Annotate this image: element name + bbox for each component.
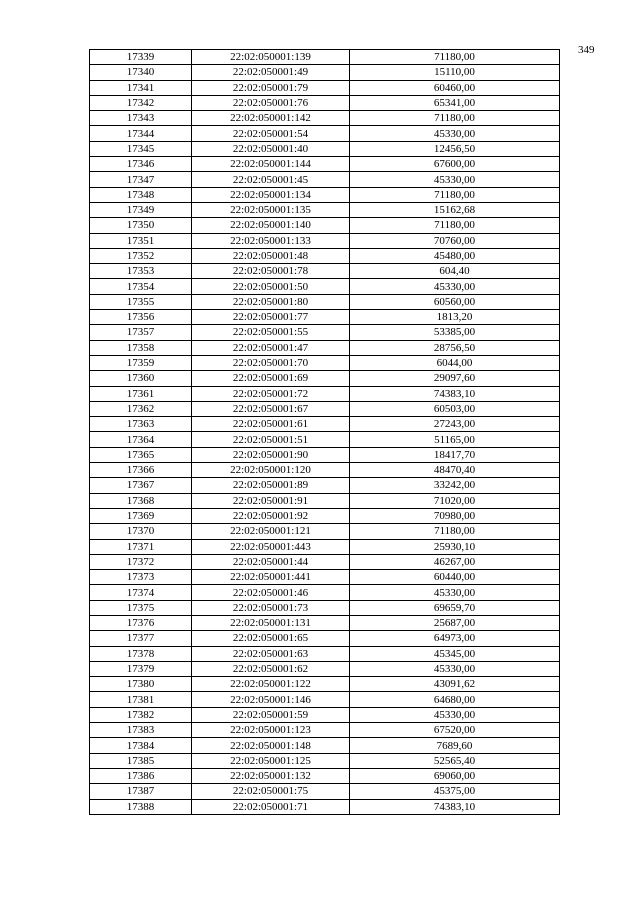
value-cell: 60503,00 [350,401,560,416]
table-row [90,325,560,340]
table-row [90,371,560,386]
cadastral-number-cell: 22:02:050001:75 [192,784,350,799]
row-number-cell: 17352 [90,248,192,263]
cadastral-number-cell: 22:02:050001:72 [192,386,350,401]
value-cell: 69659,70 [350,600,560,615]
cadastral-number-cell: 22:02:050001:134 [192,187,350,202]
row-number-cell: 17364 [90,432,192,447]
row-number-cell: 17347 [90,172,192,187]
row-number-cell: 17366 [90,463,192,478]
row-number-cell: 17369 [90,508,192,523]
table-row [90,80,560,95]
value-cell: 74383,10 [350,386,560,401]
row-number-cell: 17373 [90,570,192,585]
table-row [90,202,560,217]
value-cell: 64973,00 [350,631,560,646]
table-row [90,554,560,569]
cadastral-number-cell: 22:02:050001:90 [192,447,350,462]
table-row [90,279,560,294]
value-cell: 60440,00 [350,570,560,585]
value-cell: 48470,40 [350,463,560,478]
table-row [90,111,560,126]
table-row [90,646,560,661]
cadastral-number-cell: 22:02:050001:121 [192,524,350,539]
cadastral-number-cell: 22:02:050001:441 [192,570,350,585]
row-number-cell: 17377 [90,631,192,646]
cadastral-number-cell: 22:02:050001:70 [192,355,350,370]
table-row [90,187,560,202]
value-cell: 71180,00 [350,50,560,65]
cadastral-number-cell: 22:02:050001:135 [192,202,350,217]
value-cell: 45375,00 [350,784,560,799]
cadastral-number-cell: 22:02:050001:77 [192,310,350,325]
cadastral-number-cell: 22:02:050001:120 [192,463,350,478]
row-number-cell: 17381 [90,692,192,707]
value-cell: 604,40 [350,264,560,279]
row-number-cell: 17360 [90,371,192,386]
table-row [90,493,560,508]
value-cell: 60460,00 [350,80,560,95]
value-cell: 67520,00 [350,723,560,738]
page-number: 349 [578,44,595,56]
cadastral-number-cell: 22:02:050001:80 [192,294,350,309]
row-number-cell: 17384 [90,738,192,753]
cadastral-number-cell: 22:02:050001:78 [192,264,350,279]
table-row [90,723,560,738]
row-number-cell: 17386 [90,768,192,783]
value-cell: 27243,00 [350,417,560,432]
table-row [90,615,560,630]
cadastral-number-cell: 22:02:050001:50 [192,279,350,294]
value-cell: 67600,00 [350,157,560,172]
cadastral-number-cell: 22:02:050001:69 [192,371,350,386]
cadastral-number-cell: 22:02:050001:54 [192,126,350,141]
row-number-cell: 17382 [90,707,192,722]
table-row [90,784,560,799]
row-number-cell: 17379 [90,661,192,676]
row-number-cell: 17372 [90,554,192,569]
row-number-cell: 17388 [90,799,192,814]
cadastral-number-cell: 22:02:050001:89 [192,478,350,493]
cadastral-number-cell: 22:02:050001:131 [192,615,350,630]
row-number-cell: 17342 [90,95,192,110]
table-row [90,248,560,263]
value-cell: 45330,00 [350,585,560,600]
value-cell: 52565,40 [350,753,560,768]
cadastral-number-cell: 22:02:050001:443 [192,539,350,554]
value-cell: 43091,62 [350,677,560,692]
table-row [90,570,560,585]
cadastral-number-cell: 22:02:050001:46 [192,585,350,600]
table-row [90,585,560,600]
value-cell: 51165,00 [350,432,560,447]
table-row [90,600,560,615]
row-number-cell: 17343 [90,111,192,126]
row-number-cell: 17380 [90,677,192,692]
value-cell: 60560,00 [350,294,560,309]
value-cell: 45480,00 [350,248,560,263]
row-number-cell: 17344 [90,126,192,141]
table-row [90,524,560,539]
row-number-cell: 17374 [90,585,192,600]
row-number-cell: 17376 [90,615,192,630]
value-cell: 15110,00 [350,65,560,80]
cadastral-number-cell: 22:02:050001:133 [192,233,350,248]
table-row [90,432,560,447]
row-number-cell: 17362 [90,401,192,416]
table-row [90,95,560,110]
table-row [90,386,560,401]
table-row [90,401,560,416]
row-number-cell: 17375 [90,600,192,615]
table-row [90,707,560,722]
cadastral-number-cell: 22:02:050001:49 [192,65,350,80]
cadastral-number-cell: 22:02:050001:61 [192,417,350,432]
value-cell: 64680,00 [350,692,560,707]
row-number-cell: 17353 [90,264,192,279]
row-number-cell: 17339 [90,50,192,65]
table-row [90,447,560,462]
row-number-cell: 17357 [90,325,192,340]
cadastral-number-cell: 22:02:050001:55 [192,325,350,340]
table-row [90,677,560,692]
table-row [90,141,560,156]
row-number-cell: 17356 [90,310,192,325]
value-cell: 71180,00 [350,111,560,126]
value-cell: 45330,00 [350,126,560,141]
table-row [90,508,560,523]
registry-table [89,49,560,815]
value-cell: 12456,50 [350,141,560,156]
value-cell: 28756,50 [350,340,560,355]
row-number-cell: 17355 [90,294,192,309]
cadastral-number-cell: 22:02:050001:79 [192,80,350,95]
table-row [90,661,560,676]
table-row [90,768,560,783]
cadastral-number-cell: 22:02:050001:47 [192,340,350,355]
cadastral-number-cell: 22:02:050001:62 [192,661,350,676]
cadastral-number-cell: 22:02:050001:123 [192,723,350,738]
row-number-cell: 17354 [90,279,192,294]
cadastral-number-cell: 22:02:050001:92 [192,508,350,523]
registry-table-body [90,50,560,815]
table-row [90,310,560,325]
cadastral-number-cell: 22:02:050001:67 [192,401,350,416]
value-cell: 45330,00 [350,661,560,676]
value-cell: 1813,20 [350,310,560,325]
row-number-cell: 17358 [90,340,192,355]
cadastral-number-cell: 22:02:050001:48 [192,248,350,263]
cadastral-number-cell: 22:02:050001:148 [192,738,350,753]
value-cell: 69060,00 [350,768,560,783]
row-number-cell: 17383 [90,723,192,738]
value-cell: 25687,00 [350,615,560,630]
cadastral-number-cell: 22:02:050001:140 [192,218,350,233]
table-row [90,417,560,432]
table-row [90,294,560,309]
table-row [90,50,560,65]
row-number-cell: 17371 [90,539,192,554]
table-row [90,264,560,279]
row-number-cell: 17340 [90,65,192,80]
value-cell: 33242,00 [350,478,560,493]
value-cell: 45330,00 [350,279,560,294]
table-row [90,340,560,355]
row-number-cell: 17346 [90,157,192,172]
cadastral-number-cell: 22:02:050001:73 [192,600,350,615]
value-cell: 70760,00 [350,233,560,248]
table-row [90,631,560,646]
value-cell: 74383,10 [350,799,560,814]
table-row [90,172,560,187]
value-cell: 7689,60 [350,738,560,753]
cadastral-number-cell: 22:02:050001:59 [192,707,350,722]
row-number-cell: 17368 [90,493,192,508]
row-number-cell: 17370 [90,524,192,539]
row-number-cell: 17363 [90,417,192,432]
row-number-cell: 17351 [90,233,192,248]
table-row [90,478,560,493]
cadastral-number-cell: 22:02:050001:45 [192,172,350,187]
cadastral-number-cell: 22:02:050001:63 [192,646,350,661]
value-cell: 53385,00 [350,325,560,340]
value-cell: 46267,00 [350,554,560,569]
row-number-cell: 17349 [90,202,192,217]
row-number-cell: 17367 [90,478,192,493]
row-number-cell: 17359 [90,355,192,370]
table-row [90,799,560,814]
table-row [90,126,560,141]
row-number-cell: 17345 [90,141,192,156]
cadastral-number-cell: 22:02:050001:142 [192,111,350,126]
cadastral-number-cell: 22:02:050001:132 [192,768,350,783]
cadastral-number-cell: 22:02:050001:51 [192,432,350,447]
value-cell: 71020,00 [350,493,560,508]
table-row [90,218,560,233]
value-cell: 71180,00 [350,187,560,202]
row-number-cell: 17350 [90,218,192,233]
table-row [90,233,560,248]
table-row [90,355,560,370]
table-row [90,157,560,172]
row-number-cell: 17385 [90,753,192,768]
value-cell: 70980,00 [350,508,560,523]
cadastral-number-cell: 22:02:050001:44 [192,554,350,569]
value-cell: 45345,00 [350,646,560,661]
value-cell: 71180,00 [350,218,560,233]
table-row [90,692,560,707]
cadastral-number-cell: 22:02:050001:125 [192,753,350,768]
cadastral-number-cell: 22:02:050001:71 [192,799,350,814]
cadastral-number-cell: 22:02:050001:65 [192,631,350,646]
cadastral-number-cell: 22:02:050001:91 [192,493,350,508]
row-number-cell: 17341 [90,80,192,95]
value-cell: 15162,68 [350,202,560,217]
table-row [90,738,560,753]
cadastral-number-cell: 22:02:050001:146 [192,692,350,707]
value-cell: 25930,10 [350,539,560,554]
value-cell: 29097,60 [350,371,560,386]
cadastral-number-cell: 22:02:050001:76 [192,95,350,110]
cadastral-number-cell: 22:02:050001:40 [192,141,350,156]
value-cell: 6044,00 [350,355,560,370]
row-number-cell: 17387 [90,784,192,799]
row-number-cell: 17378 [90,646,192,661]
table-row [90,65,560,80]
value-cell: 18417,70 [350,447,560,462]
value-cell: 45330,00 [350,172,560,187]
value-cell: 45330,00 [350,707,560,722]
row-number-cell: 17365 [90,447,192,462]
table-row [90,463,560,478]
cadastral-number-cell: 22:02:050001:144 [192,157,350,172]
table-row [90,753,560,768]
row-number-cell: 17348 [90,187,192,202]
table-row [90,539,560,554]
value-cell: 71180,00 [350,524,560,539]
cadastral-number-cell: 22:02:050001:122 [192,677,350,692]
value-cell: 65341,00 [350,95,560,110]
row-number-cell: 17361 [90,386,192,401]
cadastral-number-cell: 22:02:050001:139 [192,50,350,65]
